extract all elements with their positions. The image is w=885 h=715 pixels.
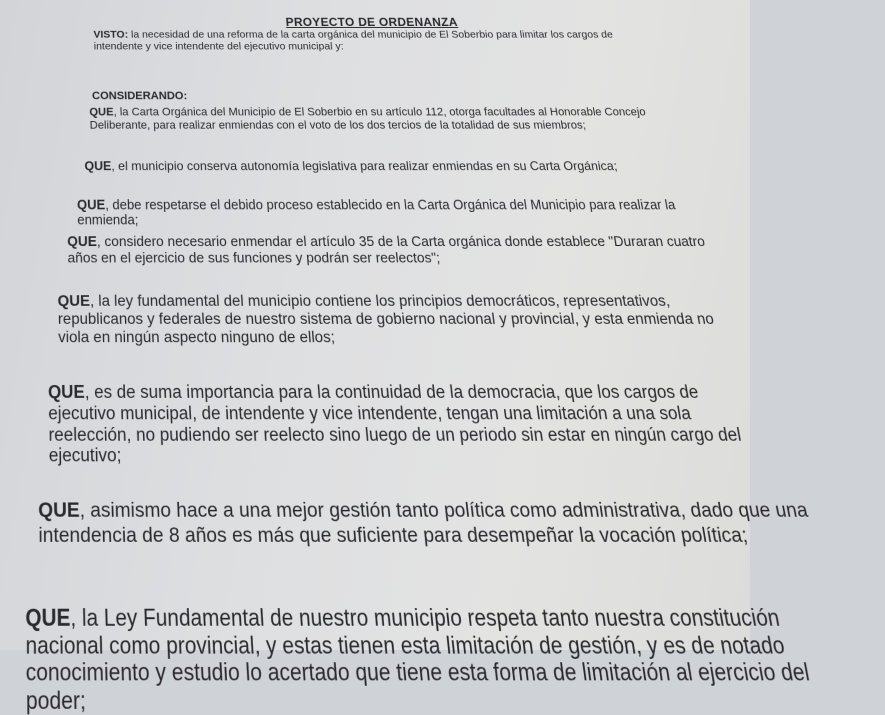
considerando-paragraph <box>25 605 866 715</box>
paragraph-text: , debe respetarse el debido proceso establecido en la Carta Orgánica del Municipio para realizar la enmienda; <box>77 197 677 228</box>
que-label: QUE <box>25 604 71 632</box>
que-label: QUE <box>76 197 106 213</box>
visto-label: VISTO: <box>93 28 129 41</box>
considerando-paragraph <box>38 498 815 547</box>
paragraph-text: , es de suma importancia para la continuidad de la democracia, que los cargos de ejecutivo municipal, de intendente y vice intendente, tengan una limitación a una sola reelección, no pudiendo ser reelecto sino luego de un periodo sin estar en ningún cargo del ejecutivo; <box>48 382 743 467</box>
document-title: PROYECTO DE ORDENANZA <box>285 15 459 29</box>
paragraph-text: , el municipio conserva autonomía legislativa para realizar enmiendas en su Carta Orgánica; <box>111 158 619 174</box>
que-label: QUE <box>38 498 80 522</box>
que-label: QUE <box>89 106 114 119</box>
considerando-paragraph <box>84 160 694 174</box>
paragraph-text: , la ley fundamental del municipio contiene los principios democráticos, representativos, republicanos y federales de nuestro sistema de gobierno nacional y provincial, y esta enmienda no viola en ningún aspecto ninguno de ellos; <box>57 291 716 346</box>
paragraph-text: , considero necesario enmendar el artículo 35 de la Carta orgánica donde establece "Duraran cuatro años en el ejercicio de sus funciones y podrán ser reelectos"; <box>67 232 707 266</box>
considerando-paragraph <box>77 198 708 229</box>
considerando-paragraph <box>48 383 783 468</box>
que-label: QUE <box>47 382 85 403</box>
paragraph-text: , la Carta Orgánica del Municipio de El Soberbio en su artículo 112, otorga facultades al Honorable Concejo Deliberante, para realizar enmiendas con el voto de los dos tercios de la totalidad de sus miembros; <box>89 106 647 132</box>
considerando-paragraph <box>67 234 721 267</box>
visto-text: la necesidad de una reforma de la carta orgánica del municipio de El Soberbio para limitar los cargos de intendente y vice intendente del ejecutivo municipal y: <box>93 28 614 53</box>
visto-paragraph <box>93 29 658 53</box>
paragraph-text: , la Ley Fundamental de nuestro municipio respeta tanto nuestra constitución nacional como provincial, y estas tienen esta limitación de gestión, y es de notado conocimiento y estudio lo acertado que tiene esta forma de limitación al ejercicio del poder; <box>25 604 812 715</box>
que-label: QUE <box>57 291 91 310</box>
que-label: QUE <box>67 232 98 250</box>
que-label: QUE <box>84 158 112 174</box>
considerando-heading: CONSIDERANDO: <box>91 90 188 103</box>
considerando-paragraph <box>89 106 677 132</box>
considerando-paragraph <box>57 291 744 346</box>
paragraph-text: , asimismo hace a una mejor gestión tanto política como administrativa, dado que una intendencia de 8 años es más que suficiente para desempeñar la vocación política; <box>38 498 810 547</box>
